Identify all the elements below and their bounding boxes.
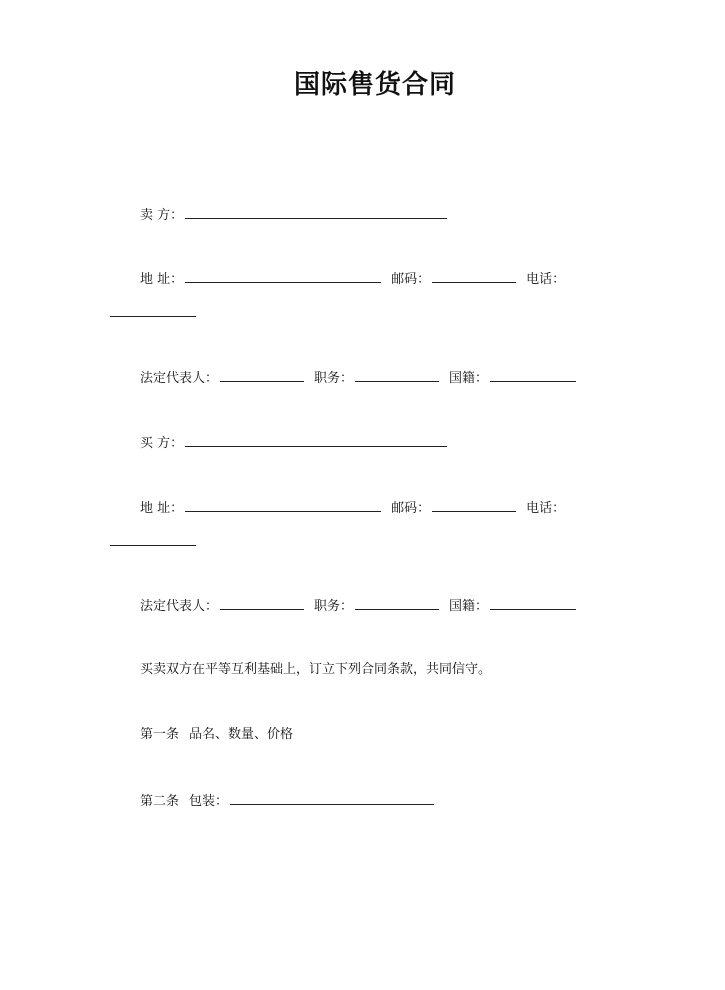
seller-postcode-blank[interactable]	[432, 270, 516, 283]
clause-2-text: 包装：	[189, 794, 229, 809]
buyer-rep-label: 法定代表人：	[140, 599, 219, 614]
seller-rep-label: 法定代表人：	[140, 371, 219, 386]
buyer-name-blank[interactable]	[185, 434, 447, 447]
clause-1-number: 第一条	[140, 727, 180, 742]
seller-nationality-blank[interactable]	[490, 369, 576, 382]
buyer-name-line	[140, 434, 447, 452]
clause-1	[140, 727, 293, 743]
seller-phone-blank[interactable]	[110, 304, 196, 317]
seller-address-line	[140, 270, 565, 288]
seller-name-line	[140, 206, 447, 224]
seller-address-blank[interactable]	[185, 270, 381, 283]
buyer-nationality-label: 国籍：	[449, 599, 489, 614]
seller-rep-line	[140, 369, 576, 387]
buyer-nationality-blank[interactable]	[490, 597, 576, 610]
buyer-rep-line	[140, 597, 576, 615]
buyer-phone-blank[interactable]	[110, 533, 196, 546]
buyer-postcode-blank[interactable]	[432, 499, 516, 512]
seller-postcode-label: 邮码：	[391, 272, 431, 287]
page-title: 国际售货合同	[293, 70, 456, 100]
clause-2-number: 第二条	[140, 794, 180, 809]
seller-phone-line	[110, 304, 196, 322]
buyer-phone-line	[110, 533, 196, 551]
clause-1-text: 品名、数量、价格	[189, 727, 294, 742]
buyer-postcode-label: 邮码：	[391, 501, 431, 516]
seller-position-label: 职务：	[314, 371, 354, 386]
seller-nationality-label: 国籍：	[449, 371, 489, 386]
buyer-position-label: 职务：	[314, 599, 354, 614]
seller-rep-blank[interactable]	[220, 369, 304, 382]
seller-phone-label: 电话：	[526, 272, 566, 287]
buyer-phone-label: 电话：	[526, 501, 566, 516]
buyer-address-line	[140, 499, 565, 517]
seller-position-blank[interactable]	[355, 369, 439, 382]
buyer-address-blank[interactable]	[185, 499, 381, 512]
seller-label: 卖 方：	[140, 208, 184, 223]
buyer-address-label: 地 址：	[140, 501, 184, 516]
buyer-rep-blank[interactable]	[220, 597, 304, 610]
seller-address-label: 地 址：	[140, 272, 184, 287]
preamble: 买卖双方在平等互利基础上，订立下列合同条款，共同信守。	[140, 662, 492, 677]
buyer-label: 买 方：	[140, 436, 184, 451]
clause-2	[140, 792, 434, 810]
buyer-position-blank[interactable]	[355, 597, 439, 610]
packaging-blank[interactable]	[230, 792, 434, 805]
seller-name-blank[interactable]	[185, 206, 447, 219]
